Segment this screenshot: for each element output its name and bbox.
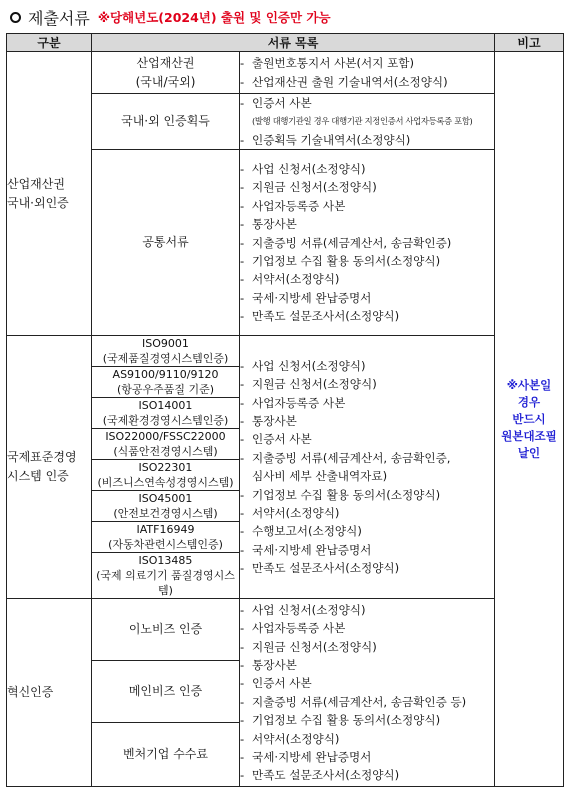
list-item: - 산업재산권 출원 기술내역서(소정양식) [240,73,494,91]
sub-common-documents: 공통서류 [92,150,240,336]
list-item-note: (발행 대행기관일 경우 대행기관 지정인증서 사업자등록증 포함) [252,116,473,127]
sub-innobiz: 이노비즈 인증 [92,599,240,661]
sub-iatf16949: IATF16949 (자동차관련시스템인증) [92,522,240,553]
list-item: - 사업자등록증 사본 [240,619,494,637]
list-item: - 지원금 신청서(소정양식) [240,178,494,196]
list-item: - 국세·지방세 완납증명서 [240,748,494,766]
docs-domestic-foreign-certification [240,94,495,150]
sub-iso14001: ISO14001 (국제환경경영시스템인증) [92,398,240,429]
list-item: - 수행보고서(소정양식) [240,522,494,540]
sub-as9100: AS9100/9110/9120 (항공우주품질 기준) [92,367,240,398]
sub-iso13485: ISO13485 (국제 의료기기 품질경영시스템) [92,553,240,599]
docs-ip-rights [240,52,495,94]
table-header-row [7,34,564,52]
list-item: - 인증획득 기술내역서(소정양식) [240,131,494,149]
remark-original-copy-seal: ※사본일 경우 반드시 원본대조필 날인 [495,52,564,787]
list-item: - 통장사본 [240,412,494,430]
sub-iso45001: ISO45001 (안전보건경영시스템) [92,491,240,522]
list-item: - 사업자등록증 사본 [240,394,494,412]
docs-iso-management [240,336,495,599]
list-item: - 통장사본 [240,215,494,233]
list-item: - 인증서 사본 [240,430,494,448]
sub-ip-rights: 산업재산권 (국내/국외) [92,52,240,94]
list-item: - 지출증빙 서류(세금계산서, 송금확인증 등) [240,693,494,711]
group-ip-certification: 산업재산권 국내·외인증 [7,52,92,336]
header-remarks: 비고 [495,34,564,52]
list-item: - 국세·지방세 완납증명서 [240,541,494,559]
list-item: - 기업정보 수집 활용 동의서(소정양식) [240,486,494,504]
docs-common [240,150,495,336]
eligibility-note: ※당해년도(2024년) 출원 및 인증만 가능 [97,10,331,25]
list-item: - 출원번호통지서 사본(서지 포함) [240,54,494,72]
table-row [7,52,564,94]
sub-iso22301: ISO22301 (비즈니스연속성경영시스템) [92,460,240,491]
list-item: - 만족도 설문조사서(소정양식) [240,766,494,784]
list-item: - 지원금 신청서(소정양식) [240,375,494,393]
sub-domestic-foreign-certification: 국내·외 인증획득 [92,94,240,150]
sub-iso22000: ISO22000/FSSC22000 (식품안전경영시스템) [92,429,240,460]
list-item: - 사업 신청서(소정양식) [240,160,494,178]
sub-iso9001: ISO9001 (국제품질경영시스템인증) [92,336,240,367]
list-item: - 만족도 설문조사서(소정양식) [240,559,494,577]
list-item: - 통장사본 [240,656,494,674]
list-item-continued: 심사비 세부 산출내역자료) [252,469,388,484]
header-category: 구분 [7,34,92,52]
section-title: 제출서류 [28,8,90,28]
list-item: - 인증서 사본 [240,674,494,692]
group-innovation-certification: 혁신인증 [7,599,92,787]
sub-mainbiz: 메인비즈 인증 [92,661,240,723]
list-item: - 지원금 신청서(소정양식) [240,638,494,656]
list-item: - 지출증빙 서류(세금계산서, 송금확인증) [240,234,494,252]
submission-documents-table [6,33,564,787]
table-row [7,599,564,661]
list-item: - 국세·지방세 완납증명서 [240,289,494,307]
list-item: - 서약서(소정양식) [240,270,494,288]
list-item: - 지출증빙 서류(세금계산서, 송금확인증, [240,449,494,467]
list-item: - 만족도 설문조사서(소정양식) [240,307,494,325]
table-row [7,336,564,367]
circle-bullet-icon [10,12,21,23]
list-item: - 서약서(소정양식) [240,730,494,748]
list-item: - 사업 신청서(소정양식) [240,601,494,619]
list-item: - 기업정보 수집 활용 동의서(소정양식) [240,711,494,729]
list-item: - 인증서 사본 [240,94,494,112]
list-item: - 사업자등록증 사본 [240,197,494,215]
docs-innovation-certification [240,599,495,787]
sub-venture-fee: 벤처기업 수수료 [92,723,240,787]
header-document-list: 서류 목록 [92,34,495,52]
list-item: - 서약서(소정양식) [240,504,494,522]
group-iso-management: 국제표준경영 시스템 인증 [7,336,92,599]
section-heading [10,5,560,29]
list-item: - 사업 신청서(소정양식) [240,357,494,375]
list-item: - 기업정보 수집 활용 동의서(소정양식) [240,252,494,270]
